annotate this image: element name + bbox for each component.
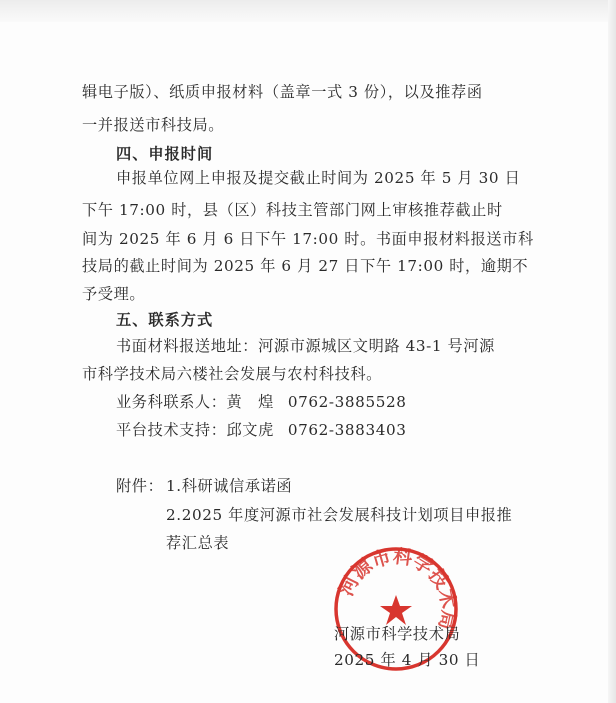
scan-right-edge — [608, 0, 616, 703]
para3-line1: 书面材料报送地址：河源市源城区文明路 43-1 号河源 — [116, 337, 495, 355]
para2-line4: 技局的截止时间为 2025 年 6 月 27 日下午 17:00 时，逾期不 — [82, 257, 529, 275]
para1-line2: 一并报送市科技局。 — [82, 116, 225, 134]
para2-line5: 予受理。 — [82, 285, 146, 303]
attachment-2-line1: 2.2025 年度河源市社会发展科技计划项目申报推 — [166, 506, 513, 524]
attachments-label: 附件： — [116, 477, 164, 495]
contact-tech-phone: 0762-3883403 — [287, 421, 407, 439]
para2-line3: 间为 2025 年 6 月 6 日下午 17:00 时。书面申报材料报送市科 — [82, 230, 534, 248]
para1-line1: 辑电子版）、纸质申报材料（盖章一式 3 份），以及推荐函 — [82, 83, 483, 101]
signature-date: 2025 年 4 月 30 日 — [334, 651, 481, 669]
section5-title: 五、联系方式 — [116, 311, 214, 329]
contact-business-label: 业务科联系人：黄 煌 — [116, 393, 274, 411]
scan-top-edge — [0, 0, 616, 22]
para2-line1: 申报单位网上申报及提交截止时间为 2025 年 5 月 30 日 — [116, 169, 521, 187]
attachment-1: 1.科研诚信承诺函 — [166, 477, 293, 495]
contact-tech-label: 平台技术支持：邱文虎 — [116, 421, 274, 439]
attachment-2-line2: 荐汇总表 — [166, 534, 230, 552]
contact-business-phone: 0762-3885528 — [287, 393, 407, 411]
para2-line2: 下午 17:00 时，县（区）科技主管部门网上审核推荐截止时 — [82, 201, 503, 219]
contact-business — [116, 392, 407, 412]
seal-text: 河源市科学技术局 — [335, 545, 460, 632]
signature-org: 河源市科学技术局 — [334, 625, 461, 643]
para3-line2: 市科学技术局六楼社会发展与农村科技科。 — [82, 365, 382, 383]
seal-star-icon — [380, 595, 412, 625]
contact-tech — [116, 420, 407, 440]
section4-title: 四、申报时间 — [116, 145, 214, 163]
